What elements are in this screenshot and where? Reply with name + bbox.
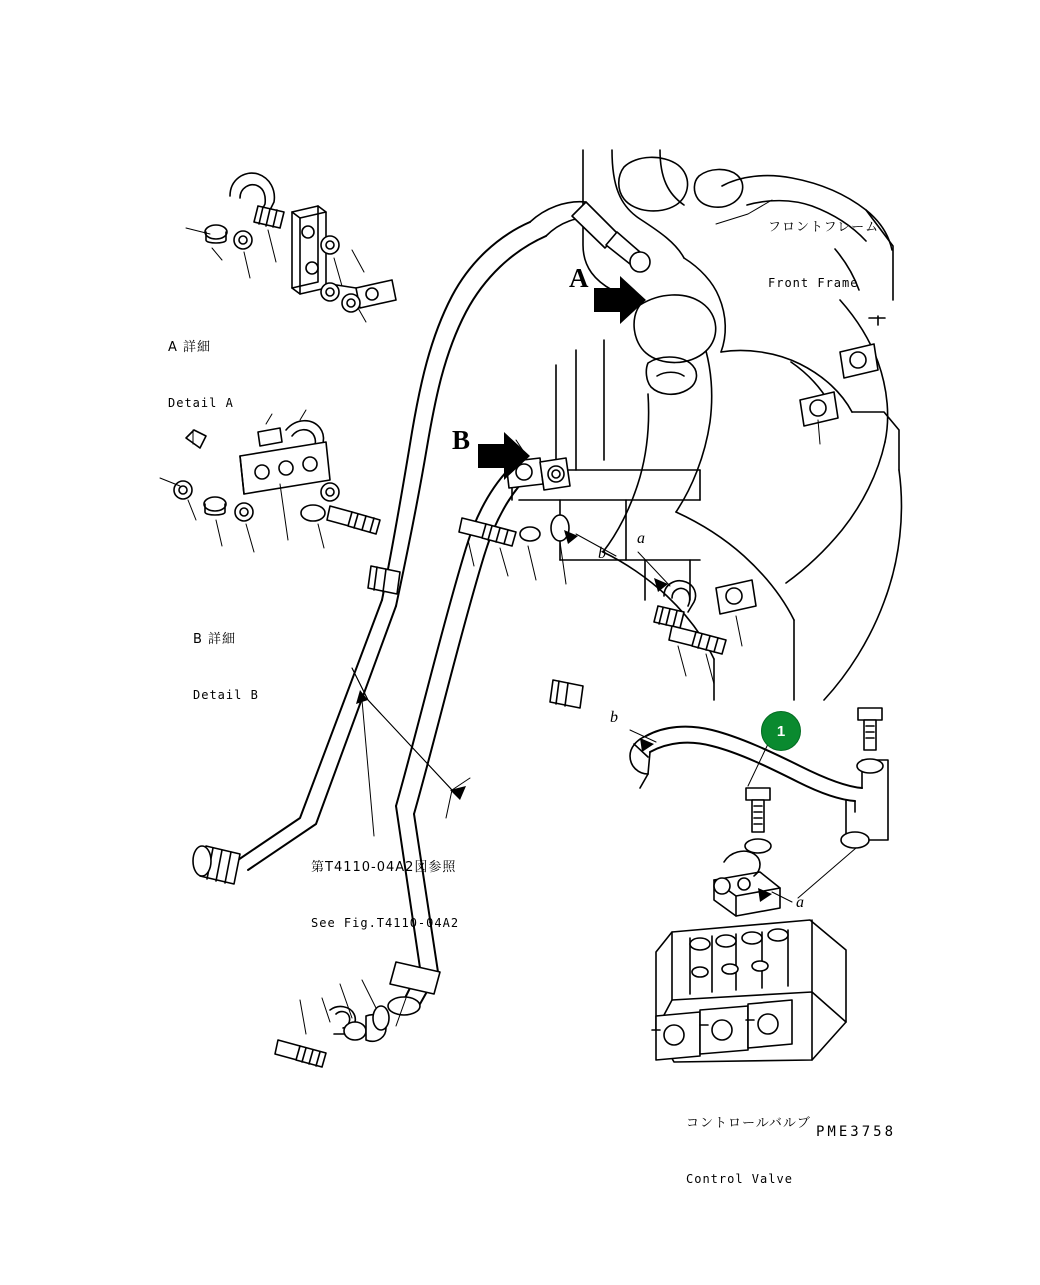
label-control-valve-en: Control Valve (686, 1172, 793, 1187)
port-marker-a-lower: a (796, 894, 804, 911)
clamp-assembly-right (654, 344, 878, 684)
label-detail-b-jp: B 詳細 (193, 632, 237, 647)
label-front-frame-en: Front Frame (768, 276, 859, 291)
sheet-code: PME3758 (816, 1124, 897, 1140)
label-front-frame (768, 180, 879, 331)
label-see-figure-jp: 第T4110-04A2図参照 (311, 860, 457, 875)
control-valve-assembly (652, 920, 846, 1062)
label-see-figure (311, 820, 459, 971)
port-marker-b-lower: b (610, 709, 618, 726)
lower-left-hardware (275, 980, 406, 1067)
port-marker-b-upper: b (598, 545, 606, 562)
label-detail-a-en: Detail A (168, 396, 234, 411)
section-marker-a: A (569, 263, 589, 293)
label-control-valve (686, 1076, 811, 1227)
hydraulic-hose-long-left (193, 202, 650, 884)
label-detail-b-en: Detail B (193, 688, 259, 703)
label-see-figure-en: See Fig.T4110-04A2 (311, 916, 460, 931)
port-marker-a-upper: a (637, 530, 645, 547)
section-marker-b: B (452, 425, 471, 455)
label-detail-a-jp: A 詳細 (168, 340, 212, 355)
label-detail-a (168, 300, 234, 451)
label-detail-b (193, 592, 259, 743)
label-front-frame-jp: フロントフレーム (768, 220, 880, 235)
label-control-valve-jp: コントロールバルブ (686, 1116, 811, 1131)
callout-1[interactable]: 1 (761, 711, 801, 751)
